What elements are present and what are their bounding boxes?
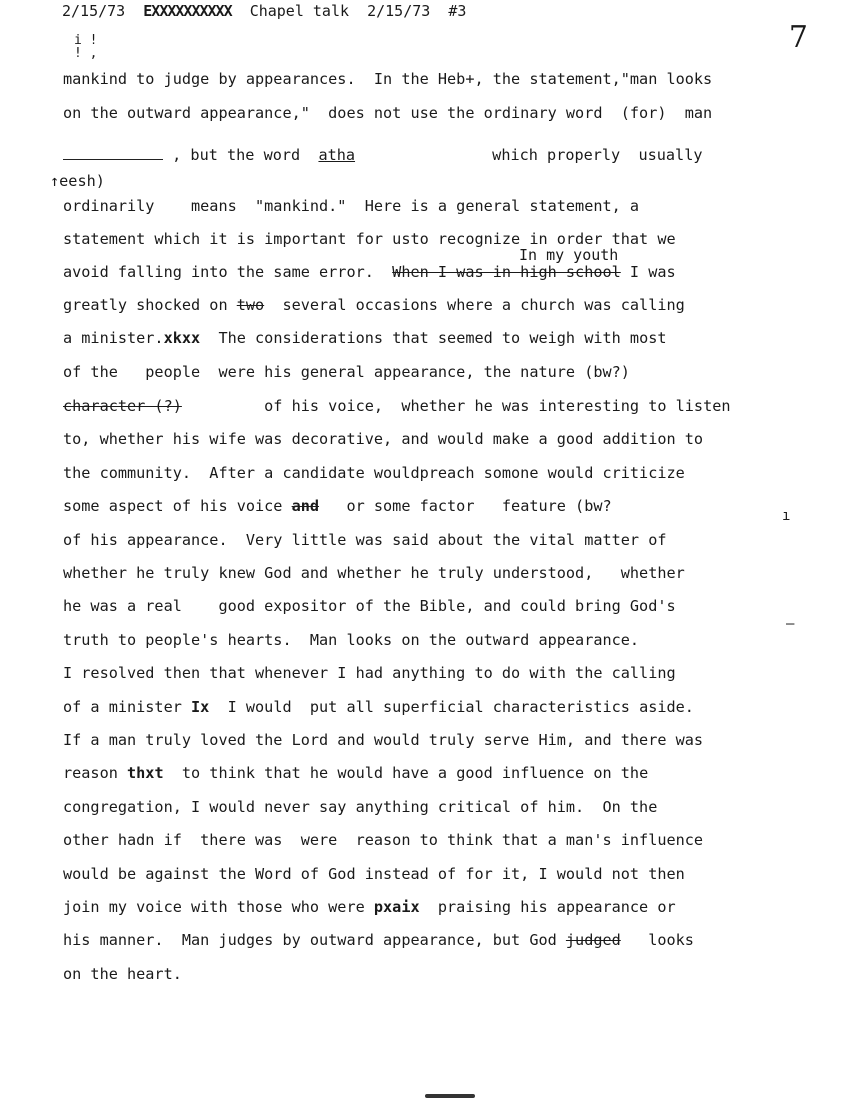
text-line: to, whether his wife was decorative, and would make a good addition to (63, 430, 704, 448)
blank-underline (63, 145, 163, 160)
text-line: he was a real good expositor of the Bible, and could bring God's (63, 597, 676, 615)
header-title: Chapel talk (249, 2, 350, 20)
text-line: mankind to judge by appearances. In the Heb+, the statement,"man looks (63, 70, 713, 88)
text-line: of a minister Ix I would put all superficial characteristics aside. (63, 698, 694, 716)
margin-marks: i ! ! , (74, 33, 98, 61)
text-line: of his appearance. Very little was said about the vital matter of (63, 531, 667, 549)
xed-out-text: xkxx (163, 329, 201, 347)
text-line: some aspect of his voice and or some factor feature (bw? (63, 497, 612, 515)
struck-text: character (?) (63, 397, 182, 415)
text-line: congregation, I would never say anything critical of him. On the (63, 798, 658, 816)
text-line: If a man truly loved the Lord and would truly serve Him, and there was (63, 731, 704, 749)
text-line: avoid falling into the same error. When I was in high school I was (63, 263, 676, 281)
xed-out-text: thxt (127, 764, 164, 782)
text-line: greatly shocked on two several occasions where a church was calling (63, 296, 685, 314)
text-line: reason thxt to think that he would have a good influence on the (63, 764, 649, 782)
text-line: on the outward appearance," does not use the ordinary word (for) man (63, 104, 713, 122)
text-line: his manner. Man judges by outward appearance, but God judged looks (63, 931, 694, 949)
header-date-right: 2/15/73 (367, 2, 431, 20)
text-line: would be against the Word of God instead of for it, I would not then (63, 865, 685, 883)
header-tape-number: #3 (448, 2, 467, 20)
struck-text: judged (565, 931, 621, 949)
bottom-smudge (425, 1094, 475, 1098)
text-line: ordinarily means "mankind." Here is a general statement, a (63, 197, 640, 215)
struck-text: When I was in high school (392, 263, 621, 281)
text-line: character (?) of his voice, whether he was interesting to listen (63, 397, 731, 415)
text-line: , but the word atha which properly usually (63, 145, 703, 164)
xed-out-text: Ix (191, 698, 210, 716)
text-line: statement which it is important for usto recognize in order that we (63, 230, 676, 248)
text-line: on the heart. (63, 965, 182, 983)
text-line: whether he truly knew God and whether he truly understood, whether (63, 564, 685, 582)
text-line: of the people were his general appearance, the nature (bw?) (63, 363, 630, 381)
text-line: truth to people's hearts. Man looks on the outward appearance. (63, 631, 640, 649)
text-line: ↑eesh) (50, 172, 105, 190)
stray-mark: – (786, 616, 795, 632)
text-line: other hadn if there was were reason to think that a man's influence (63, 831, 704, 849)
header-date-left: 2/15/73 (62, 2, 126, 20)
struck-text: and (291, 497, 320, 515)
header-struck-text: EXXXXXXXXXX (143, 2, 232, 20)
text-line: a minister.xkxx The considerations that seemed to weigh with most (63, 329, 667, 347)
text-line: the community. After a candidate wouldpreach somone would criticize (63, 464, 685, 482)
page-header (62, 2, 466, 20)
handwritten-insertion: In my youth (519, 246, 619, 264)
text-line: join my voice with those who were pxaix praising his appearance or (63, 898, 676, 916)
struck-text: two (236, 296, 265, 314)
xed-out-text: pxaix (373, 898, 420, 916)
underlined-word: atha (318, 146, 356, 164)
stray-mark: ı (782, 508, 791, 524)
text-line: I resolved then that whenever I had anything to do with the calling (63, 664, 676, 682)
page-number: 7 (788, 20, 808, 55)
